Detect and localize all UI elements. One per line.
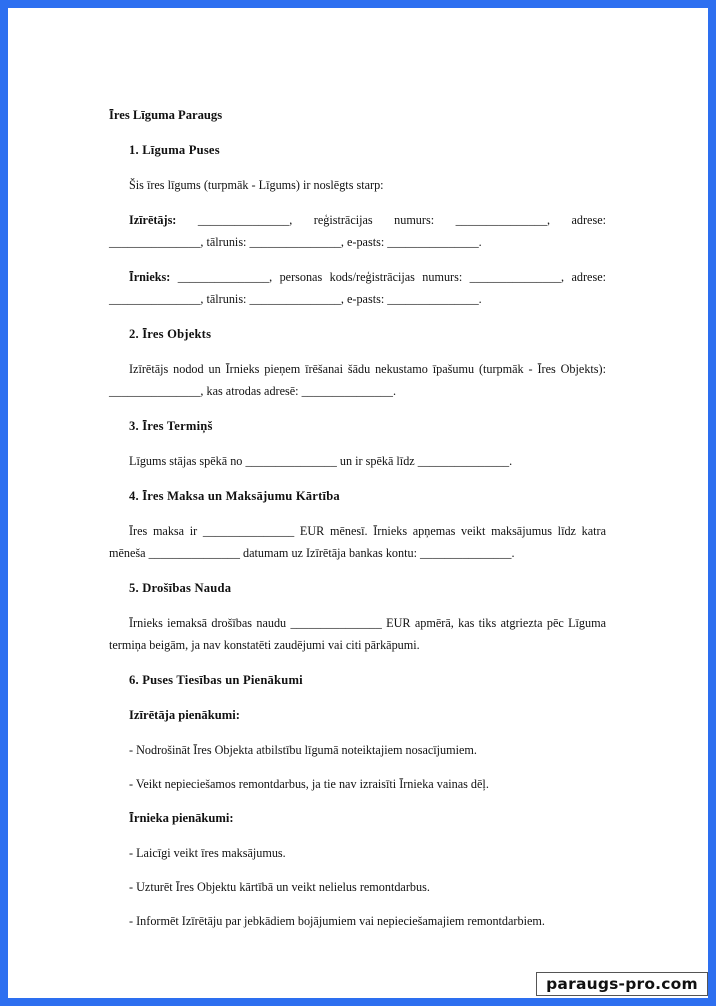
lessor-duties-title: Izīrētāja pienākumi: (129, 708, 240, 722)
tenant-paragraph (109, 266, 606, 310)
site-watermark: paraugs-pro.com (536, 972, 708, 996)
document-title: Īres Līguma Paraugs (109, 108, 223, 122)
document-content (109, 104, 606, 944)
tenant-duties-title: Īrnieka pienākumi: (129, 811, 234, 825)
section-2-heading: 2. Īres Objekts (129, 327, 212, 341)
section-5-text: Īrnieks iemaksā drošības naudu _______________ EUR apmērā, kas tiks atgriezta pēc Līguma termiņa beigām, ja nav konstatēti zaudējumi vai citi pārkāpumi. (109, 616, 606, 652)
section-2-text: Izīrētājs nodod un Īrnieks pieņem īrēšanai šādu nekustamo īpašumu (turpmāk - Īres Objekts): _______________, kas atrodas adresē: _______________. (109, 362, 606, 398)
list-item: - Nodrošināt Īres Objekta atbilstību līgumā noteiktajiem nosacījumiem. (129, 743, 477, 757)
section-4-text: Īres maksa ir _______________ EUR mēnesī. Īrnieks apņemas veikt maksājumus līdz katra mēneša _______________ datumam uz Izīrētāja bankas kontu: _______________. (109, 524, 606, 560)
section-3-heading: 3. Īres Termiņš (129, 419, 213, 433)
list-item: - Laicīgi veikt īres maksājumus. (129, 846, 286, 860)
lessor-label: Izīrētājs: (129, 213, 177, 227)
tenant-text: _______________, personas kods/reģistrācijas numurs: _______________, adrese: _______________, tālrunis: _______________, e-pasts: _______________. (109, 270, 606, 306)
list-item: - Veikt nepieciešamos remontdarbus, ja tie nav izraisīti Īrnieka vainas dēļ. (129, 777, 489, 791)
section-4-heading: 4. Īres Maksa un Maksājumu Kārtība (129, 489, 340, 503)
section-3-text: Līgums stājas spēkā no _______________ un ir spēkā līdz _______________. (129, 454, 513, 468)
section-1-intro: Šis īres līgums (turpmāk - Līgums) ir noslēgts starp: (129, 178, 384, 192)
list-item: - Informēt Izīrētāju par jebkādiem bojājumiem vai nepieciešamajiem remontdarbiem. (129, 914, 545, 928)
section-5-heading: 5. Drošības Nauda (129, 581, 232, 595)
tenant-label: Īrnieks: (129, 270, 171, 284)
list-item: - Uzturēt Īres Objektu kārtībā un veikt nelielus remontdarbus. (129, 880, 430, 894)
lessor-text: _______________, reģistrācijas numurs: _______________, adrese: _______________, tālrunis: _______________, e-pasts: _______________. (109, 213, 607, 249)
lessor-paragraph (109, 209, 606, 253)
document-page (8, 8, 708, 998)
section-1-heading: 1. Līguma Puses (129, 143, 220, 157)
section-6-heading: 6. Puses Tiesības un Pienākumi (129, 673, 303, 687)
